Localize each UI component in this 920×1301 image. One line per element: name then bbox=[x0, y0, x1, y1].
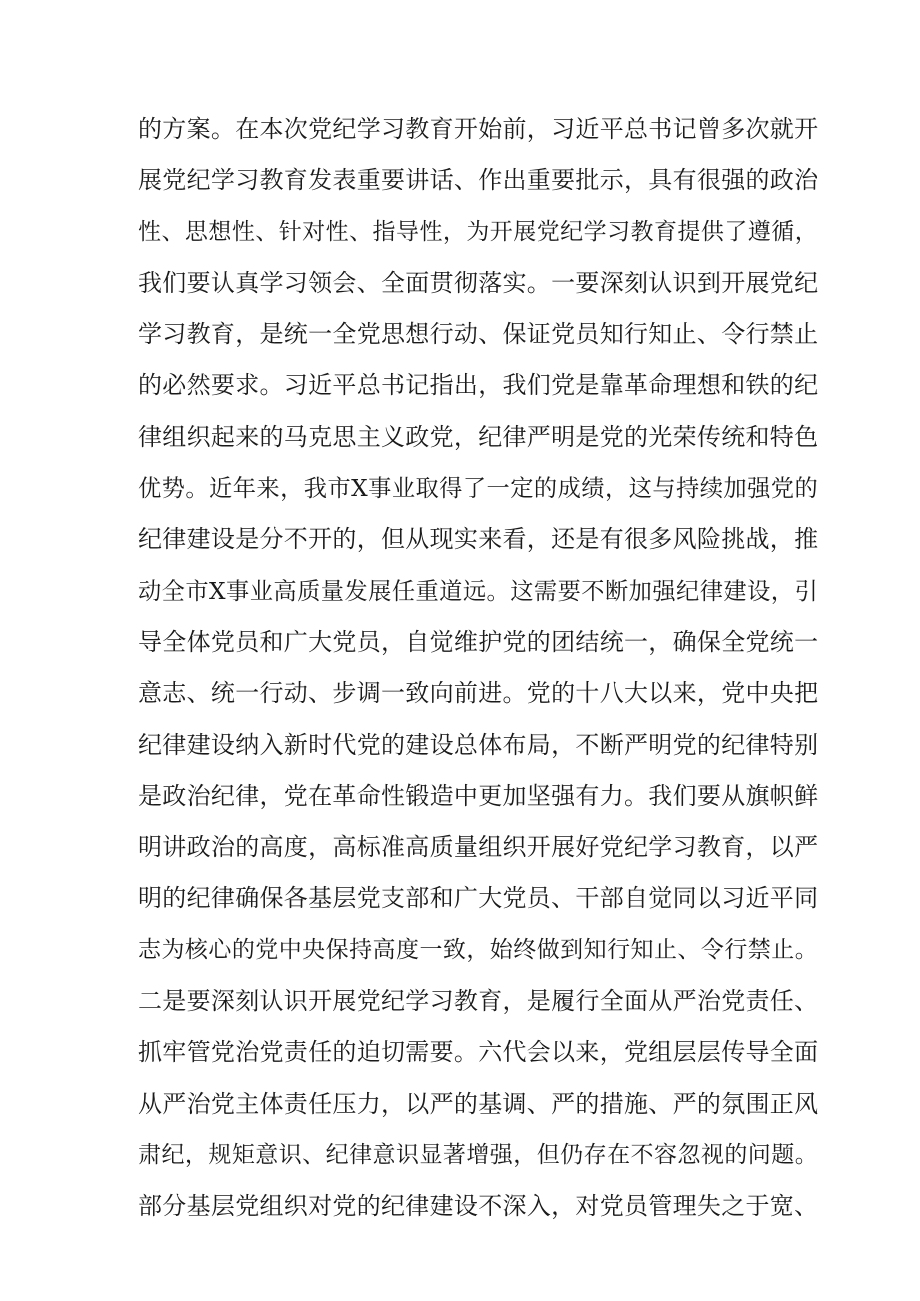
text-line: 优势。近年来，我市X事业取得了一定的成绩，这与持续加强党的 bbox=[138, 475, 818, 503]
text-line: 展党纪学习教育发表重要讲话、作出重要批示，具有很强的政治 bbox=[138, 166, 819, 195]
text-line: 动全市X事业高质量发展任重道远。这需要不断加强纪律建设，引 bbox=[138, 577, 818, 605]
text-line: 性、思想性、针对性、指导性，为开展党纪学习教育提供了遵循， bbox=[138, 218, 818, 245]
text-line: 的方案。在本次党纪学习教育开始前，习近平总书记曾多次就开 bbox=[138, 115, 819, 143]
text-line: 纪律建设是分不开的，但从现实来看，还是有很多风险挑战，推 bbox=[138, 525, 819, 554]
text-line: 抓牢管党治党责任的迫切需要。六代会以来，党组层层传导全面 bbox=[138, 1038, 819, 1067]
text-line: 明的纪律确保各基层党支部和广大党员、干部自觉同以习近平同 bbox=[138, 884, 819, 913]
text-line: 是政治纪律，党在革命性锻造中更加坚强有力。我们要从旗帜鲜 bbox=[138, 781, 819, 810]
text-line: 律组织起来的马克思主义政党，纪律严明是党的光荣传统和特色 bbox=[138, 422, 819, 451]
text-line: 的必然要求。习近平总书记指出，我们党是靠革命理想和铁的纪 bbox=[138, 371, 819, 400]
text-line: 纪律建设纳入新时代党的建设总体布局，不断严明党的纪律特别 bbox=[138, 730, 819, 759]
text-line: 从严治党主体责任压力，以严的基调、严的措施、严的氛围正风 bbox=[138, 1089, 819, 1118]
text-line: 二是要深刻认识开展党纪学习教育，是履行全面从严治党责任、 bbox=[138, 987, 819, 1016]
text-line: 意志、统一行动、步调一致向前进。党的十八大以来，党中央把 bbox=[138, 679, 819, 708]
text-line: 部分基层党组织对党的纪律建设不深入，对党员管理失之于宽、 bbox=[138, 1192, 819, 1221]
text-line: 明讲政治的高度，高标准高质量组织开展好党纪学习教育，以严 bbox=[138, 833, 819, 862]
body-paragraph bbox=[138, 104, 818, 1233]
text-line: 学习教育，是统一全党思想行动、保证党员知行知止、令行禁止 bbox=[138, 320, 819, 349]
text-line: 导全体党员和广大党员，自觉维护党的团结统一，确保全党统一 bbox=[138, 627, 819, 656]
text-line: 肃纪，规矩意识、纪律意识显著增强，但仍存在不容忽视的问题。 bbox=[138, 1141, 818, 1168]
text-line: 志为核心的党中央保持高度一致，始终做到知行知止、令行禁止。 bbox=[138, 936, 818, 963]
text-line: 我们要认真学习领会、全面贯彻落实。一要深刻认识到开展党纪 bbox=[138, 268, 819, 297]
